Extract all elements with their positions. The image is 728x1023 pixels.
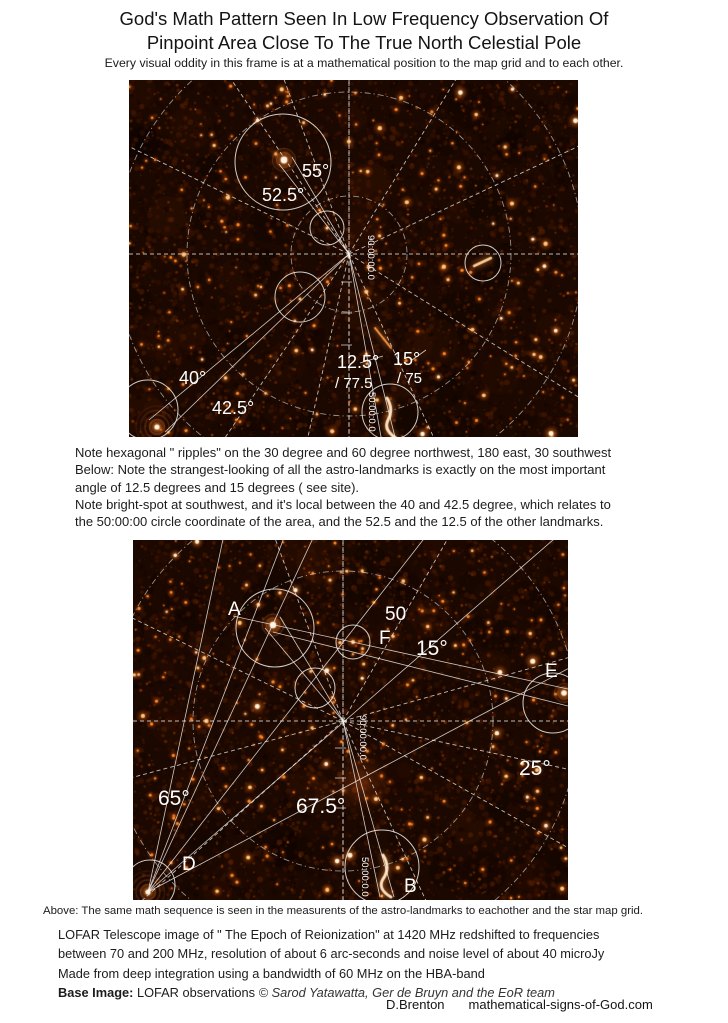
notes-line: angle of 12.5 degrees and 15 degrees ( see site). [75,479,360,495]
landmark-circle [523,673,568,733]
angle-wedge-line [265,628,343,721]
annotation-overlay-2 [133,540,568,900]
base-image-text: LOFAR observations [136,984,259,1000]
angle-label: 55° [302,161,330,181]
angle-label: 65° [158,787,190,810]
angle-label: 67.5° [296,795,346,818]
angle-label: E [545,661,558,682]
fan-line [148,540,298,892]
angle-label: A [228,599,241,620]
angle-label: / 75 [397,370,423,387]
page-footer [386,997,653,1012]
angle-wedge-line [149,254,349,420]
description-line: Made from deep integration using a bandwidth of 60 MHz on the HBA-band [58,965,485,981]
base-image-label: Base Image: [58,984,134,1000]
angle-label: 90:00:00.0 [357,715,368,760]
figure2-caption: Above: The same math sequence is seen in the measurents of the astro-landmarks to eachother and the star map grid. [43,905,644,917]
angle-label: 15° [393,349,421,369]
angle-label: 25° [519,757,551,780]
coordinate-arc [133,540,568,900]
author-name: D.Brenton [386,997,445,1012]
website-url: mathematical-signs-of-God.com [468,997,653,1012]
base-image-credit: © Sarod Yatawatta, Ger de Bruyn and the EoR team [258,984,555,1000]
notes-line: Note bright-spot at southwest, and it's local between the 40 and 42.5 degree, which relates to [75,496,611,512]
coordinate-arc [133,540,568,900]
radial-dashed-line [133,540,343,721]
angle-label: 42.5° [212,398,255,418]
page-title [0,7,728,54]
landmark-circle [236,589,314,667]
description-line: LOFAR Telescope image of " The Epoch of Reionization" at 1420 MHz redshifted to frequencies [58,927,600,942]
radial-dashed-line [343,721,568,872]
angle-label: B [404,876,417,897]
notes-line: Note hexagonal " ripples" on the 30 degree and 60 degree northwest, 180 east, 30 southwest [75,445,612,460]
radial-dashed-line [133,540,343,721]
angle-label: D [182,854,196,875]
radial-dashed-line [343,721,568,900]
angle-label: 15° [416,637,448,660]
notes-line: Below: Note the strangest-looking of all the astro-landmarks is exactly on the most important [75,462,606,478]
page-title-line2: Pinpoint Area Close To The True North Celestial Pole [146,31,582,53]
radial-dashed-line [343,540,568,721]
angle-label: 12.5° [337,352,380,372]
angle-label: 52.5° [262,185,305,205]
angle-label: 50:00:0.0 [366,392,377,432]
lofar-starfield-image-2 [133,540,568,900]
radial-dashed-line [343,540,568,721]
radial-dashed-line [349,80,578,254]
page-subtitle: Every visual oddity in this frame is at a mathematical position to the map grid and to each other. [104,56,624,70]
lofar-starfield-image-1 [129,80,578,437]
angle-label: 50:00:0.0 [359,857,370,897]
landmark-circle [465,245,501,281]
angle-label: 50 [385,604,407,625]
landmark-circle [275,272,325,322]
angle-label: / 77.5 [335,375,373,392]
image-description [58,925,604,1002]
angle-label: 40° [179,368,207,388]
measure-line [233,616,568,689]
notes-line: the 50:00:00 circle coordinate of the area, and the 52.5 and the 12.5 of the other landmarks. [75,514,604,530]
radial-dashed-line [349,254,578,437]
angle-label: F [379,628,391,649]
angle-wedge-line [165,254,349,432]
radial-dashed-line [349,80,578,254]
radial-dashed-line [343,721,568,900]
angle-label: 90:00:00.0 [365,235,376,280]
page-title-line1: God's Math Pattern Seen In Low Frequency Observation Of [119,8,609,29]
landmark-circle [129,380,178,437]
description-line: between 70 and 200 MHz, resolution of about 6 arc-seconds and noise level of about 40 microJy [58,946,605,962]
notes-paragraph [75,444,611,530]
radial-dashed-line [349,254,578,437]
annotation-overlay-1 [129,80,578,437]
